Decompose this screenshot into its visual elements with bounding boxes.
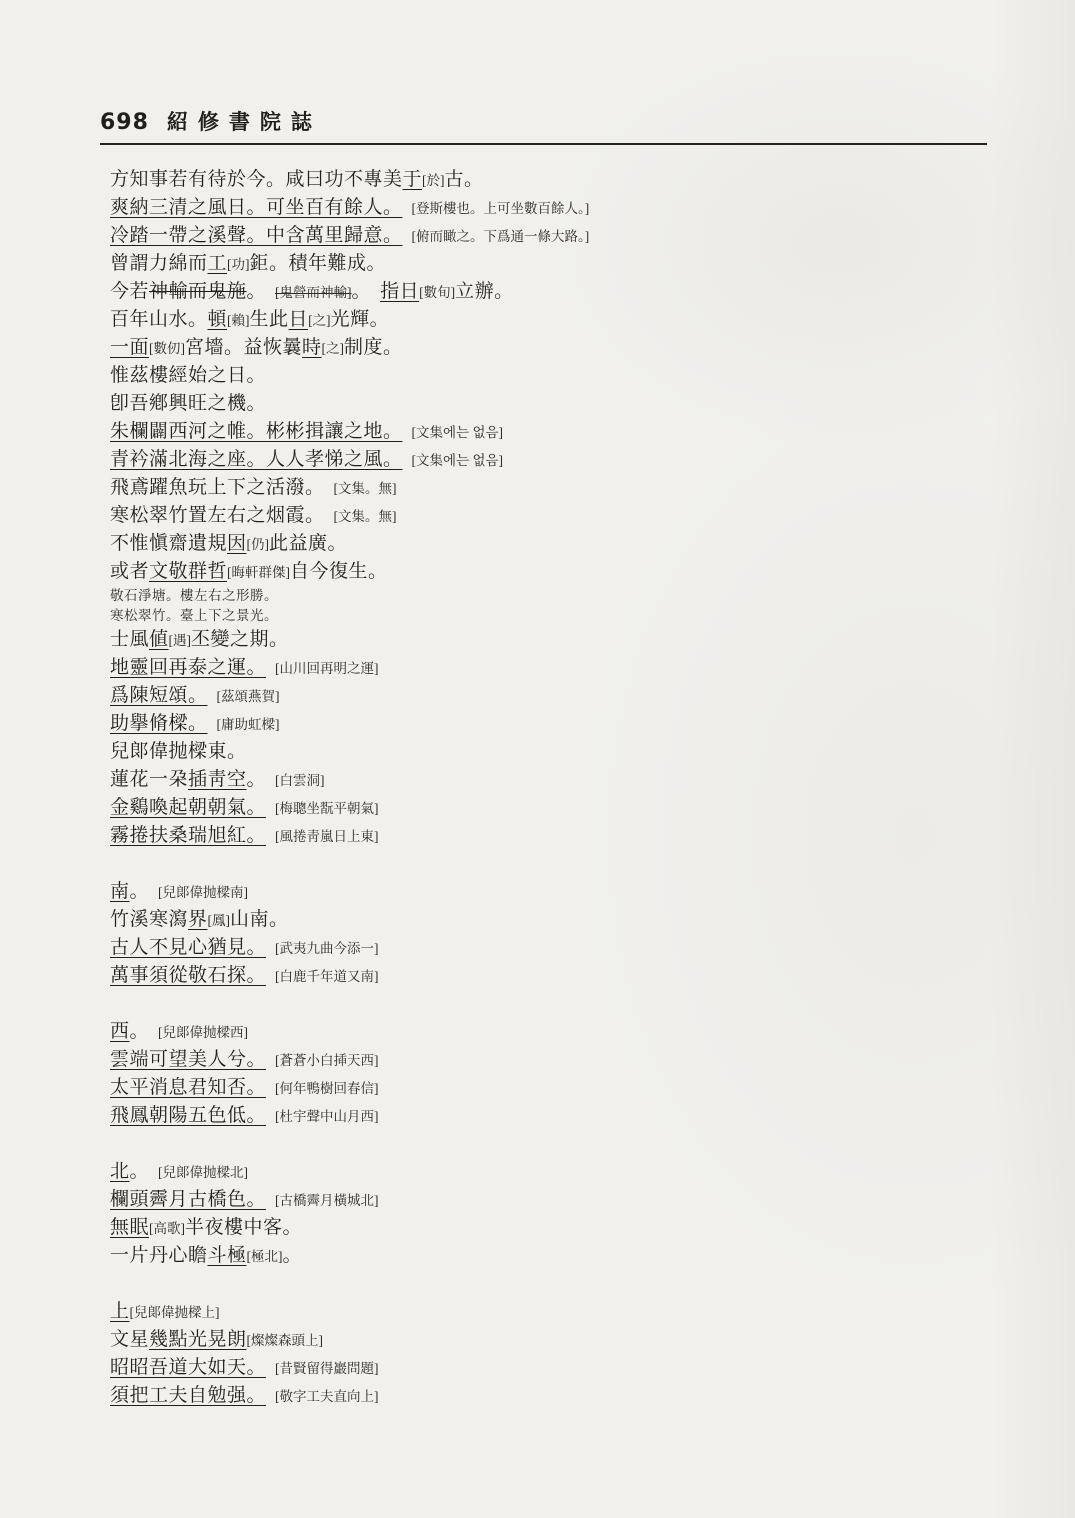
text-segment: 丕變之期。 bbox=[191, 629, 289, 650]
text-segment: 卽吾鄕興旺之機。 bbox=[110, 393, 267, 414]
annotation-segment: [武夷九曲今添一] bbox=[275, 941, 379, 956]
annotation-segment: [之] bbox=[308, 313, 331, 328]
text-segment: 飛鳶躍魚玩上下之活潑。 bbox=[110, 477, 325, 498]
text-line bbox=[110, 586, 1010, 606]
annotation-segment: [賴] bbox=[227, 313, 250, 328]
text-segment: 古人不見心猶見。 bbox=[110, 937, 267, 958]
text-line bbox=[110, 1298, 1010, 1326]
annotation-segment: [高歌] bbox=[149, 1221, 186, 1236]
text-line bbox=[110, 474, 1010, 502]
annotation-segment: [數仞] bbox=[149, 341, 186, 356]
text-line bbox=[110, 1242, 1010, 1270]
text-segment: 。 bbox=[246, 769, 267, 790]
text-segment: 士風 bbox=[110, 629, 150, 650]
text-line bbox=[110, 794, 1010, 822]
text-segment: 欄頭霽月古橋色。 bbox=[110, 1189, 267, 1210]
text-line bbox=[110, 334, 1010, 362]
document-body bbox=[110, 166, 1010, 1410]
text-segment: 。 bbox=[129, 1161, 150, 1182]
annotation-segment: [山川回再明之運] bbox=[275, 661, 379, 676]
text-line bbox=[110, 962, 1010, 990]
text-segment: 朱欄闢西河之帷。彬彬揖讓之地。 bbox=[110, 421, 403, 442]
text-line bbox=[110, 654, 1010, 682]
annotation-segment: [兒郞偉抛樑北] bbox=[158, 1165, 249, 1180]
annotation-segment: [文集。無] bbox=[333, 509, 397, 524]
text-segment: 。 bbox=[246, 281, 267, 302]
text-line bbox=[110, 1074, 1010, 1102]
text-segment: 此益廣。 bbox=[269, 533, 348, 554]
text-line bbox=[110, 530, 1010, 558]
annotation-segment: [之] bbox=[321, 341, 345, 356]
text-segment: 惟茲樓經始之日。 bbox=[110, 365, 267, 386]
text-line bbox=[110, 558, 1010, 586]
text-segment: 文敬群哲 bbox=[149, 561, 228, 582]
text-line bbox=[110, 1326, 1010, 1354]
text-segment: 須把工夫自勉强。 bbox=[110, 1385, 267, 1406]
text-segment: 不惟愼齋遺規 bbox=[110, 533, 228, 554]
annotation-segment: [白雲洞] bbox=[275, 773, 325, 788]
text-segment: 一面 bbox=[110, 337, 150, 358]
annotation-segment: [白鹿千年道又南] bbox=[275, 969, 379, 984]
text-segment: 或者 bbox=[110, 561, 150, 582]
page-number: 698 bbox=[100, 110, 149, 135]
text-line bbox=[110, 1102, 1010, 1130]
text-segment: 神輸而鬼施 bbox=[149, 281, 247, 302]
text-segment: 制度。 bbox=[344, 337, 403, 358]
text-segment: 文星 bbox=[110, 1329, 150, 1350]
annotation-segment: [俯而瞰之。下爲通一條大路。] bbox=[411, 229, 590, 244]
annotation-segment: [鳳] bbox=[207, 913, 231, 928]
text-segment: 百年山水。 bbox=[110, 309, 208, 330]
text-line bbox=[110, 1354, 1010, 1382]
text-segment: 北 bbox=[110, 1161, 130, 1182]
text-segment: 兒郞偉抛樑東。 bbox=[110, 741, 247, 762]
text-segment: 上 bbox=[110, 1301, 130, 1322]
text-segment: 西 bbox=[110, 1021, 130, 1042]
text-segment: 太平消息君知否。 bbox=[110, 1077, 267, 1098]
text-segment: 山南。 bbox=[230, 909, 289, 930]
text-segment: 自今復生。 bbox=[290, 561, 388, 582]
annotation-segment: [鬼營而神輸] bbox=[275, 285, 352, 300]
annotation-segment: [昔賢留得巖問題] bbox=[275, 1361, 379, 1376]
text-segment: 飛鳳朝陽五色低。 bbox=[110, 1105, 267, 1126]
text-line bbox=[110, 222, 1010, 250]
annotation-segment: [風捲靑嵐日上東] bbox=[275, 829, 379, 844]
text-line bbox=[110, 1046, 1010, 1074]
annotation-segment: [梅聰坐翫平朝氣] bbox=[275, 801, 379, 816]
annotation-segment: [數旬] bbox=[419, 285, 456, 300]
page-title: 紹修書院誌 bbox=[166, 110, 322, 134]
text-segment: 鉅。積年難成。 bbox=[249, 253, 387, 274]
text-segment: 。 bbox=[129, 1021, 150, 1042]
text-segment: 爲陳短頌。 bbox=[110, 685, 208, 706]
text-line bbox=[110, 710, 1010, 738]
annotation-segment: [燦燦森頭上] bbox=[246, 1333, 324, 1348]
text-line bbox=[110, 1158, 1010, 1186]
text-line bbox=[110, 1214, 1010, 1242]
annotation-segment: [晦軒群傑] bbox=[227, 565, 291, 580]
text-segment: 値 bbox=[149, 629, 169, 650]
text-segment: 青衿滿北海之座。人人孝悌之風。 bbox=[110, 449, 403, 470]
text-segment: 一片丹心瞻 bbox=[110, 1245, 208, 1266]
text-segment: 寒松翠竹置左右之烟霞。 bbox=[110, 505, 325, 526]
text-segment: 霧捲扶桑瑞旭紅。 bbox=[110, 825, 267, 846]
text-line bbox=[110, 1186, 1010, 1214]
text-segment: 敬石淨塘。樓左右之形勝。 bbox=[110, 588, 278, 603]
text-line bbox=[110, 502, 1010, 530]
annotation-segment: [於] bbox=[422, 173, 445, 188]
text-segment: 日 bbox=[288, 309, 309, 330]
text-segment: 。 bbox=[351, 281, 372, 302]
text-segment: 昭昭吾道大如天。 bbox=[110, 1357, 267, 1378]
annotation-segment: [仍] bbox=[246, 537, 270, 552]
text-segment: 宮墻。益恢曩 bbox=[185, 337, 303, 358]
annotation-segment: [極北] bbox=[246, 1249, 283, 1264]
text-line bbox=[110, 626, 1010, 654]
text-segment: 萬事須從敬石探。 bbox=[110, 965, 267, 986]
text-segment: 因 bbox=[227, 533, 247, 554]
text-segment: 爽納三清之風日。可坐百有餘人。 bbox=[110, 197, 403, 218]
text-line bbox=[110, 906, 1010, 934]
annotation-segment: [文集에는 없음] bbox=[411, 453, 504, 468]
annotation-segment: [古橋霽月橫城北] bbox=[275, 1193, 379, 1208]
text-line bbox=[110, 166, 1010, 194]
text-segment: 今若 bbox=[110, 281, 150, 302]
text-segment: 。 bbox=[129, 881, 150, 902]
text-segment: 方知事若有待於今。咸曰功不專美 bbox=[110, 169, 403, 190]
annotation-segment: [敬字工夫直向上] bbox=[275, 1389, 379, 1404]
annotation-segment: [功] bbox=[227, 257, 250, 272]
text-line bbox=[110, 362, 1010, 390]
text-line bbox=[110, 1382, 1010, 1410]
text-line bbox=[110, 446, 1010, 474]
annotation-segment: [文集에는 없음] bbox=[411, 425, 504, 440]
text-segment: 古。 bbox=[444, 169, 484, 190]
annotation-segment: [杜宇聲中山月西] bbox=[275, 1109, 379, 1124]
text-segment: 半夜樓中客。 bbox=[185, 1217, 303, 1238]
text-line bbox=[110, 738, 1010, 766]
text-line bbox=[110, 418, 1010, 446]
text-segment: 插靑空 bbox=[188, 769, 247, 790]
text-line bbox=[110, 194, 1010, 222]
annotation-segment: [登斯樓也。上可坐數百餘人。] bbox=[411, 201, 590, 216]
page-header bbox=[100, 106, 987, 145]
text-segment: 南 bbox=[110, 881, 130, 902]
annotation-segment: [蒼蒼小白揷天西] bbox=[275, 1053, 379, 1068]
text-segment: 指日 bbox=[380, 281, 420, 302]
text-segment: 界 bbox=[188, 909, 208, 930]
text-line bbox=[110, 766, 1010, 794]
text-line bbox=[110, 278, 1010, 306]
text-segment: 助擧脩樑。 bbox=[110, 713, 208, 734]
annotation-segment: [兒郞偉抛樑西] bbox=[158, 1025, 249, 1040]
text-line bbox=[110, 306, 1010, 334]
text-segment: 冷踏一帶之溪聲。中含萬里歸意。 bbox=[110, 225, 403, 246]
annotation-segment: [兒郞偉抛樑上] bbox=[129, 1305, 220, 1320]
annotation-segment: [何年鴨樹回春信] bbox=[275, 1081, 379, 1096]
text-segment: 蓮花一朶 bbox=[110, 769, 189, 790]
text-segment: 于 bbox=[402, 169, 423, 190]
text-segment: 竹溪寒瀉 bbox=[110, 909, 189, 930]
text-line bbox=[110, 390, 1010, 418]
annotation-segment: [遇] bbox=[168, 633, 192, 648]
annotation-segment: [庸助虹樑] bbox=[216, 717, 280, 732]
text-segment: 。 bbox=[282, 1245, 303, 1266]
annotation-segment: [兒郞偉抛樑南] bbox=[158, 885, 249, 900]
text-segment: 斗極 bbox=[207, 1245, 247, 1266]
annotation-segment: [茲頌燕賀] bbox=[216, 689, 280, 704]
text-segment: 頓 bbox=[207, 309, 228, 330]
text-line bbox=[110, 822, 1010, 850]
text-line bbox=[110, 250, 1010, 278]
annotation-segment: [文集。無] bbox=[333, 481, 397, 496]
text-segment: 生此 bbox=[249, 309, 289, 330]
text-segment: 金鷄喚起朝朝氣。 bbox=[110, 797, 267, 818]
text-segment: 工 bbox=[207, 253, 228, 274]
text-line bbox=[110, 606, 1010, 626]
text-line bbox=[110, 682, 1010, 710]
text-segment: 幾點光晃朗 bbox=[149, 1329, 247, 1350]
text-segment: 地靈回再泰之運。 bbox=[110, 657, 267, 678]
text-segment: 雲端可望美人兮。 bbox=[110, 1049, 267, 1070]
text-line bbox=[110, 1018, 1010, 1046]
text-segment: 時 bbox=[302, 337, 322, 358]
text-line bbox=[110, 878, 1010, 906]
text-segment: 寒松翠竹。臺上下之景光。 bbox=[110, 608, 278, 623]
text-segment: 立辦。 bbox=[455, 281, 514, 302]
text-segment: 無眠 bbox=[110, 1217, 150, 1238]
text-line bbox=[110, 934, 1010, 962]
text-segment: 光輝。 bbox=[330, 309, 390, 330]
text-segment: 曾謂力綿而 bbox=[110, 253, 208, 274]
